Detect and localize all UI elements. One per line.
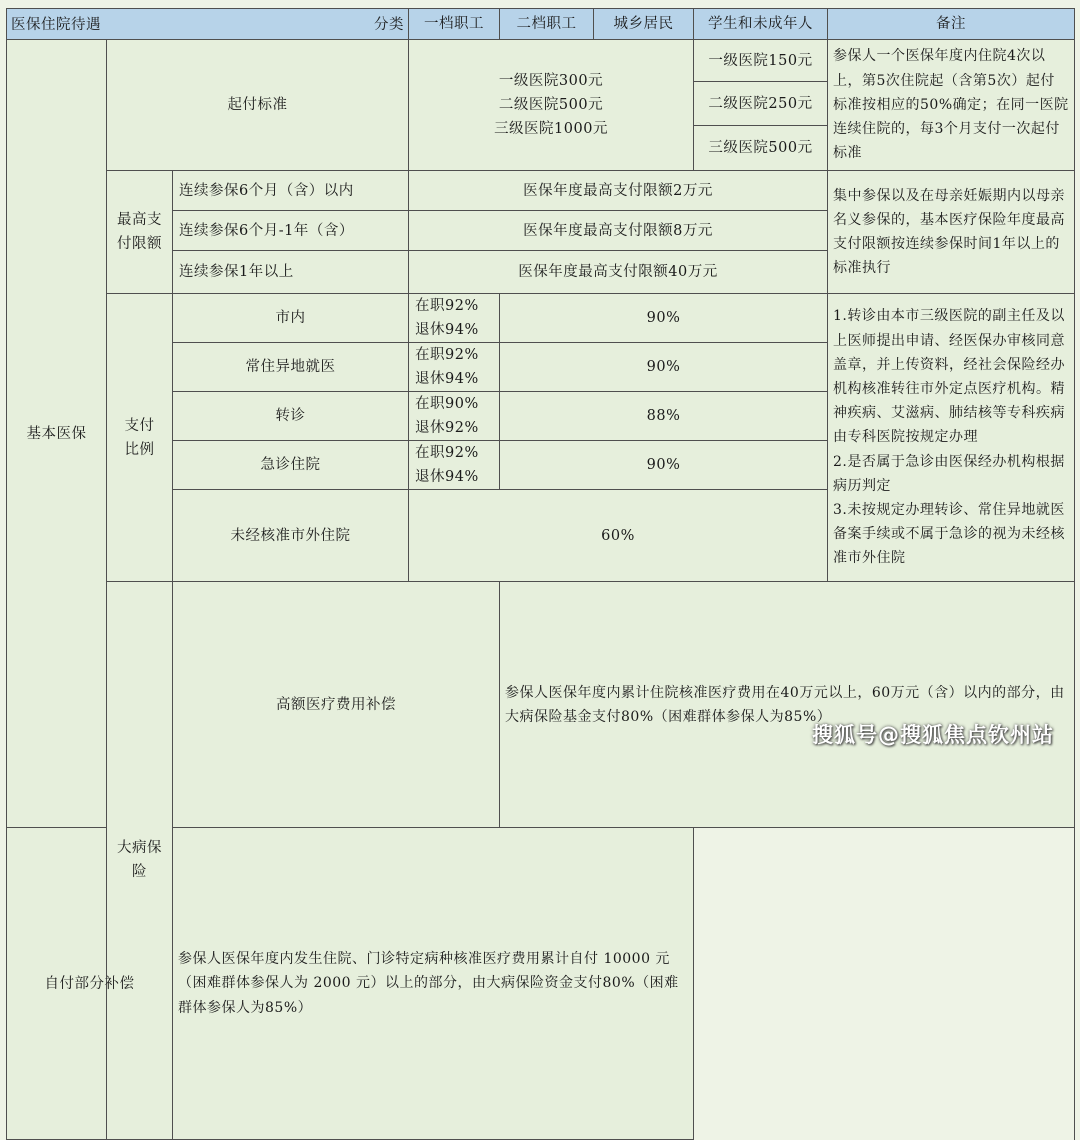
ratio-note-text: 1.转诊由本市三级医院的副主任及以上医师提出申请、经医保办审核同意盖章，并上传资料，经社会保险经办机构核准转往市外定点医疗机构。精神疾病、艾滋病、肺结核等专科疾病由专科医院按规定办理 2.是否属于急诊由医保经办机构根据病历判定 3.未按规定办理转诊、常住异地就医备案手续或不属于急诊的视为未经核准市外住院 bbox=[833, 308, 1066, 567]
ratio-type: 急诊住院 bbox=[173, 441, 409, 490]
ratio-employee-active: 在职92% bbox=[415, 347, 479, 363]
max-limit-value: 医保年度最高支付限额2万元 bbox=[409, 171, 828, 211]
max-limit-label-text: 最高支付限额 bbox=[117, 212, 162, 252]
deductible-note: 参保人一个医保年度内住院4次以上，第5次住院起（含第5次）起付标准按相应的50%确定；在同一医院连续住院的，每3个月支付一次起付标准 bbox=[828, 40, 1075, 171]
ratio-employee-active: 在职92% bbox=[415, 445, 479, 461]
deductible-student-3: 三级医院500元 bbox=[694, 126, 828, 171]
ratio-employee-retired: 退休94% bbox=[415, 371, 479, 387]
critical-label: 大病保险 bbox=[107, 582, 173, 1140]
critical-type: 自付部分补偿 bbox=[7, 828, 173, 1139]
header-col-residents: 城乡居民 bbox=[594, 9, 694, 40]
max-limit-period: 连续参保1年以上 bbox=[173, 251, 409, 294]
ratio-value: 88% bbox=[500, 392, 828, 441]
ratio-employee-retired: 退休94% bbox=[415, 469, 479, 485]
ratio-note bbox=[828, 294, 1075, 582]
ratio-type: 未经核准市外住院 bbox=[173, 490, 409, 582]
max-limit-row bbox=[7, 171, 1075, 211]
watermark: 搜狐号@搜狐焦点钦州站 bbox=[812, 723, 1054, 747]
ratio-employee bbox=[409, 294, 500, 343]
ratio-employee bbox=[409, 441, 500, 490]
max-limit-label bbox=[107, 171, 173, 294]
ratio-value: 90% bbox=[500, 343, 828, 392]
critical-type: 高额医疗费用补偿 bbox=[173, 582, 500, 828]
critical-row bbox=[7, 828, 1075, 1139]
max-limit-period: 连续参保6个月-1年（含） bbox=[173, 211, 409, 251]
ratio-type: 转诊 bbox=[173, 392, 409, 441]
ratio-employee-active: 在职92% bbox=[415, 298, 479, 314]
max-limit-note: 集中参保以及在母亲妊娠期内以母亲名义参保的，基本医疗保险年度最高支付限额按连续参保时间1年以上的标准执行 bbox=[828, 171, 1075, 294]
ratio-employee-active: 在职90% bbox=[415, 396, 479, 412]
max-limit-value: 医保年度最高支付限额40万元 bbox=[409, 251, 828, 294]
header-corner-right: 分类 bbox=[374, 17, 405, 33]
deductible-label: 起付标准 bbox=[107, 40, 409, 171]
ratio-employee bbox=[409, 343, 500, 392]
ratio-label bbox=[107, 294, 173, 582]
critical-row bbox=[7, 582, 1075, 828]
header-col-tier1: 一档职工 bbox=[409, 9, 500, 40]
deductible-student-1: 一级医院150元 bbox=[694, 40, 828, 82]
ratio-employee-retired: 退休92% bbox=[415, 420, 479, 436]
ratio-label-text: 支付比例 bbox=[124, 417, 155, 458]
deductible-main-line: 三级医院1000元 bbox=[494, 121, 608, 137]
header-col-students: 学生和未成年人 bbox=[694, 9, 828, 40]
header-col-tier2: 二档职工 bbox=[500, 9, 594, 40]
header-corner bbox=[7, 9, 409, 40]
header-row bbox=[7, 9, 1075, 40]
deductible-main-line: 二级医院500元 bbox=[498, 97, 604, 113]
ratio-value: 90% bbox=[500, 441, 828, 490]
ratio-employee-retired: 退休94% bbox=[415, 322, 479, 338]
ratio-type: 常住异地就医 bbox=[173, 343, 409, 392]
deductible-student-2: 二级医院250元 bbox=[694, 82, 828, 126]
max-limit-value: 医保年度最高支付限额8万元 bbox=[409, 211, 828, 251]
header-col-note: 备注 bbox=[828, 9, 1075, 40]
deductible-row bbox=[7, 40, 1075, 82]
insurance-table bbox=[6, 8, 1075, 1140]
critical-text: 参保人医保年度内发生住院、门诊特定病种核准医疗费用累计自付 10000 元（困难群体参保人为 2000 元）以上的部分，由大病保险资金支付80%（困难群体参保人为85%） bbox=[173, 828, 694, 1139]
max-limit-period: 连续参保6个月（含）以内 bbox=[173, 171, 409, 211]
ratio-value: 60% bbox=[409, 490, 828, 582]
deductible-main-line: 一级医院300元 bbox=[498, 73, 604, 89]
ratio-value: 90% bbox=[500, 294, 828, 343]
critical-text: 参保人医保年度内累计住院核准医疗费用在40万元以上，60万元（含）以内的部分，由大病保险基金支付80%（困难群体参保人为85%） bbox=[500, 582, 1075, 828]
basic-label: 基本医保 bbox=[7, 40, 107, 828]
deductible-main bbox=[409, 40, 694, 171]
ratio-employee bbox=[409, 392, 500, 441]
ratio-type: 市内 bbox=[173, 294, 409, 343]
header-corner-left: 医保住院待遇 bbox=[11, 17, 101, 33]
ratio-row bbox=[7, 294, 1075, 343]
